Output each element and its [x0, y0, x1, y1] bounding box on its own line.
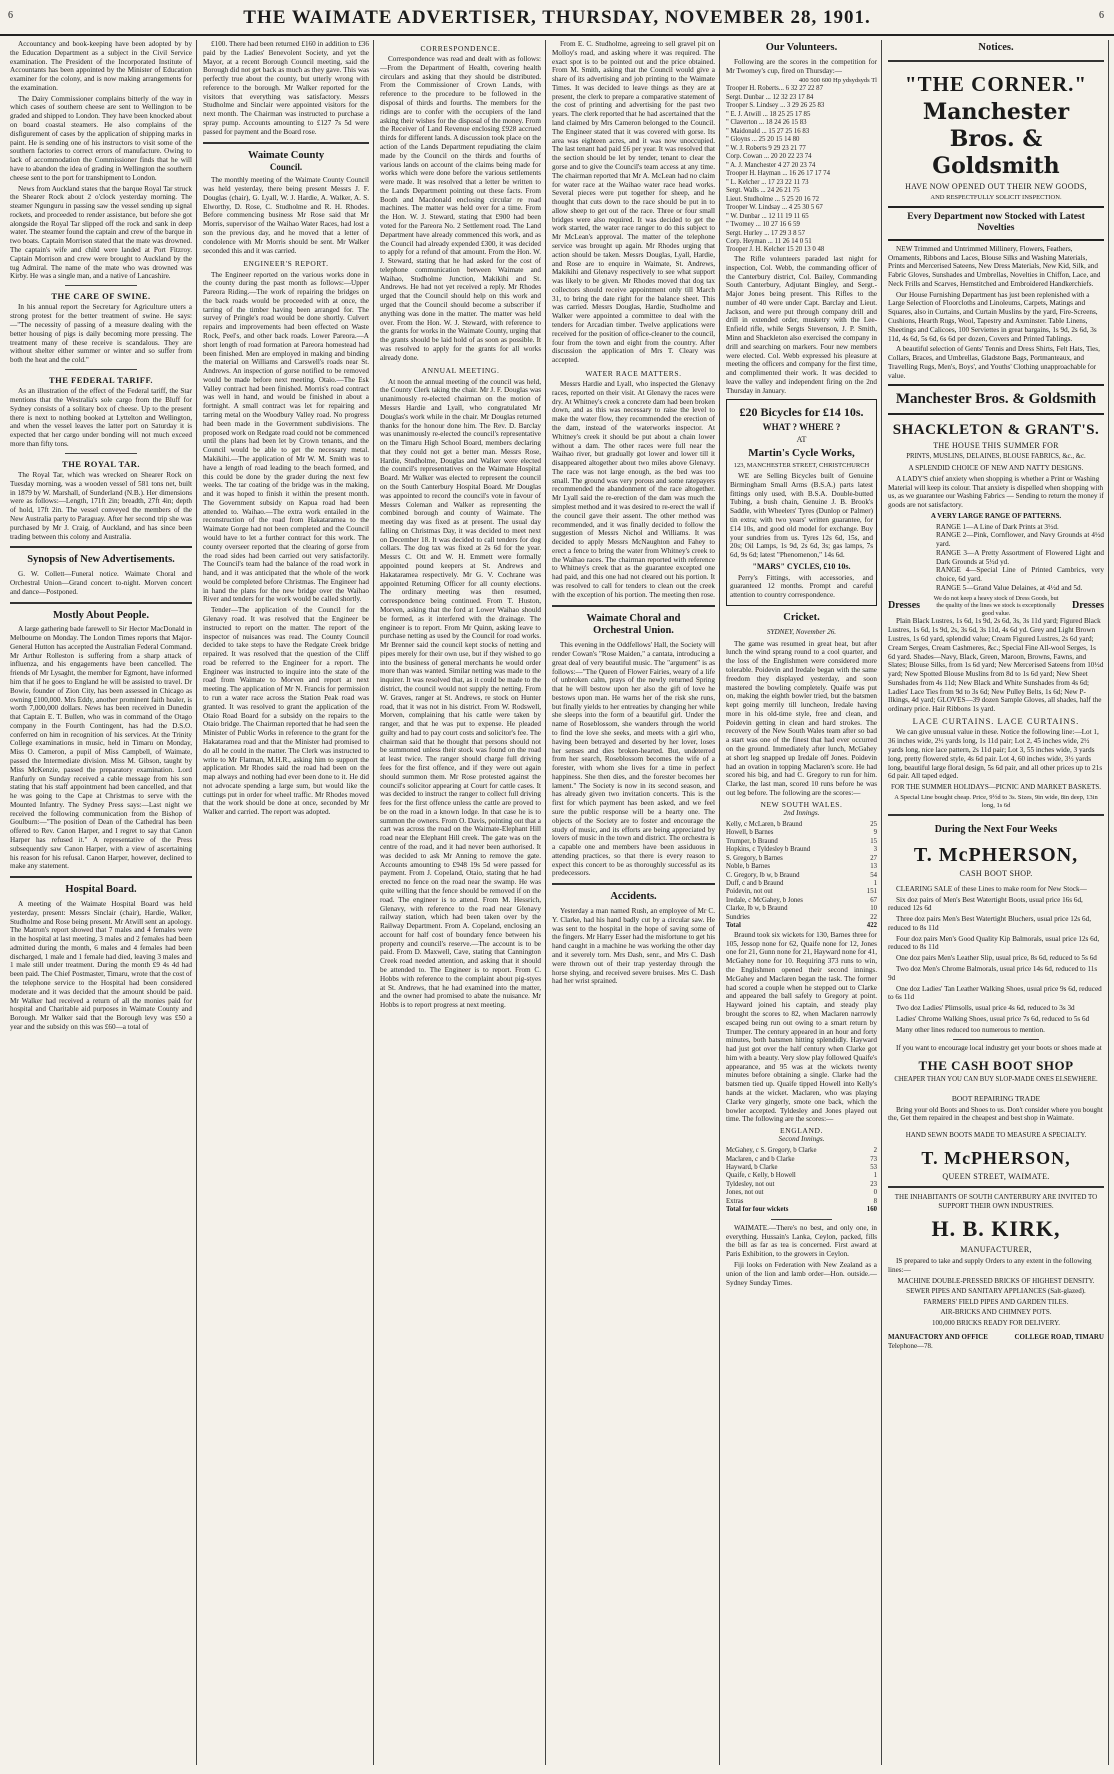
score-batsman: Howell, b Barnes: [726, 829, 774, 837]
ad-mb-text-3: A beautiful selection of Gents' Tennis and Dress Shirts, Felt Hats, Ties, Collars, Braces, and Umbrellas, Gladstone Bags, Portmanteaux, and Travelling Rugs, Men's, Boys', and Youths' Clothing unapproachable for value.: [888, 345, 1100, 380]
volunteer-score-row: " L. Kelcher ... 17 23 22 11 73: [726, 178, 809, 186]
ad-summer: FOR THE SUMMER HOLIDAYS—PICNIC AND MARKET BASKETS.: [890, 783, 1102, 792]
ad-kirk-invite: THE INHABITANTS OF SOUTH CANTERBURY ARE INVITED TO SUPPORT THEIR OWN INDUSTRIES.: [894, 1193, 1098, 1210]
score-batsman: Iredale, c McGahey, b Jones: [726, 896, 803, 904]
separator: [888, 60, 1104, 62]
england-score-row: [726, 1172, 877, 1180]
score-batsman: Clarke, lb w, b Braund: [726, 905, 788, 913]
dresses-right: Dresses: [1071, 600, 1104, 611]
separator: [552, 605, 715, 607]
score-runs: 160: [866, 1206, 877, 1214]
ad-cash-boot-shop: THE CASH BOOT SHOP: [918, 1058, 1074, 1074]
score-runs: 15: [870, 837, 877, 845]
heading-county-council: Waimate County: [247, 149, 325, 161]
score-runs: 27: [870, 854, 877, 862]
page-number-left: 6: [8, 10, 13, 21]
ad-sg-range-item: RANGE 1—A Line of Dark Prints at 3½d.: [936, 522, 1059, 531]
article-volunteers: The Rifle volunteers paraded last night for inspection, Col. Webb, the commanding officer of the Canterbury district, Col. Bailey, Commanding South Canterbury, Adjutant Bingley, and Sergt.-Major Jones being present. This Rifles to the number of 40 were under Capt. Barclay and Lieut. Jackson, and were put through company drill and drill in extended order, musketry with the Lee-Enfield rifle, while Sergts Stevenson, J. P. Smith, Minn and Shackleton also exercised the company in drill and searching on markers. Four new members were elected. Col. Webb expressed his pleasure at meeting the officers and company for the first time, and complimented their work. It was decided to leave the valley and independent firing on the 2nd Thursday in January.: [726, 254, 877, 395]
volunteer-score-row: Corp. Heyman ... 11 26 14 0 51: [726, 238, 812, 245]
score-runs: 1: [873, 880, 877, 887]
score-batsman: Hayward, b Clarke: [726, 1163, 778, 1171]
england-heading: ENGLAND.: [780, 1126, 823, 1136]
volunteer-score-row: Trooper H. Hayman ... 16 26 17 17 74: [726, 170, 830, 178]
column-6: [884, 40, 1108, 1765]
ad-mb-sub2: AND RESPECTFULLY SOLICIT INSPECTION.: [930, 193, 1062, 201]
ad-sg-ranges: [888, 523, 1104, 593]
dresses-middle: We do not keep a heavy stock of Dress Goods, but the quality of the lines we stock is exceptionally good value.: [933, 594, 1059, 617]
separator: [65, 285, 138, 286]
score-runs: 1: [873, 1172, 877, 1180]
article-accountancy: Accountancy and book-keeping have been adopted by by the Education Department as a subject in the Civil Service examination. The President of the Incorporated Institute of Accountants has been appointed by the Minister of Education examiner for the colony, and is now making arrangements for the examination.: [10, 40, 192, 92]
cricket-dateline: SYDNEY, November 26.: [766, 627, 837, 636]
volunteer-score-row: " A. J. Manchester 4 27 20 23 74: [726, 161, 816, 169]
volunteer-score-row: Sergt. Dunbar ... 12 32 23 17 84: [726, 93, 814, 101]
volunteer-score-row: Trooper S. Lindsey ... 3 29 26 25 83: [726, 102, 825, 110]
score-runs: 151: [866, 888, 877, 896]
synopsis-list: G. W. Collett—Funeral notice. Waimate Choral and Orchestral Union—Grand concert to-night. Morven concert and dance—Postponed.: [10, 570, 192, 596]
ad-mcpherson-item: Many other lines reduced too numerous to mention.: [896, 1025, 1045, 1034]
column-2: [199, 40, 373, 1765]
article-water: Messrs Hardie and Lyall, who inspected the Glenavy races, reported on their visit. At Glenavy the races were dry. At Whitney's creek a concrete dam had been broken down, and as this was necessary to raise the level to make the water flow, they recommended the erection of the dam, instead of the waterworks inspector. At Whitney's creek it should be put about a chain lower without a dam. The other races were full near the Waihao river, but gradually got lower and lower till it disappeared altogether about two miles above Glenavy. The race was not large enough, as the bed was too small. The ground was very porous and some ratepayers recommended the abandonment of the race altogether. Mr Lyall said the re-erection of the dam was much the simplest method and it was desired to re-erect the wall if the council gave their assent. The other method was recommended, and it was finally decided to follow the suggestion of Messrs Nichol and Williams. It was decided to apply Messrs McNaughton and Fahey to erect a fence to bring the water from Whitney's creek to the Waihao races. The chairman reported with reference to Whitney's creek that as the guarantee excepted one had paid, and this one had not cleared out his portion. It was resolved to call for tenders to clean out the creek with the exception of his portion. The meeting then rose.: [552, 380, 715, 599]
note-fiji: Fiji looks on Federation with New Zealand as a union of the lion and lamb order—Hon. outside.—Sydney Sunday Times.: [726, 1261, 877, 1287]
column-rule: [545, 40, 546, 1765]
nsw-score-row: [726, 872, 877, 880]
separator: [65, 453, 138, 454]
score-batsman: Poidevin, not out: [726, 888, 773, 896]
score-runs: 73: [870, 1155, 877, 1163]
ad-mcpherson-sub: CASH BOOT SHOP.: [959, 869, 1033, 879]
england-score-row: [726, 1189, 877, 1197]
score-batsman: C. Gregory, lb w, b Braund: [726, 871, 800, 879]
ad-mcpherson-item: Ladies' Chrome Walking Shoes, usual price 7s 6d, reduced to 5s 6d: [896, 1014, 1090, 1023]
heading-annual-meeting: ANNUAL MEETING.: [421, 366, 500, 376]
score-total: [726, 922, 877, 930]
column-rule: [719, 40, 720, 1765]
ad-lace-text: We can give unusual value in these. Notice the following line:—Lot 1, 36 inches wide, 2½ yards long, 1s 11d pair; Lot 2, 45 inches wide, 2½ yards long, nice lace pattern, 2s 11d pair; Lot 3, 55 inches wide, 3 yards long, pretty flowered style, 4s 6d pair. Lot 4, 60 inches wide, 3½ yards long, beautiful large floral design, 5s 6d pair, and all other prices up to 21s 6d pair. All taped edged.: [888, 728, 1103, 781]
volunteer-score-row: Sergt. Walls ... 24 26 21 75: [726, 187, 800, 195]
note-waimate-tea: WAIMATE.—There's no best, and only one, in everything. Hussain's Lanka, Ceylon, packed, fills the bill as far as tea is concerned. First award at Paris Exhibition, to the growers in Ceylon.: [726, 1223, 877, 1259]
ad-kirk-item: SEWER PIPES AND SANITARY APPLIANCES (Salt-glazed).: [906, 1287, 1086, 1296]
nsw-innings: 2nd Innings.: [783, 808, 820, 817]
ad-summer-2: A Special Line bought cheap. Price, 9½d to 3s. Sizes, 9in wide, 8in deep, 13in long, 1s 6d: [894, 793, 1098, 809]
ad-mcpherson-item: Two doz Ladies' Plimsolls, usual price 4s 6d, reduced to 3s 3d: [896, 1004, 1075, 1013]
score-runs: 2: [873, 1147, 877, 1155]
ad-mcpherson-item: Six doz pairs of Men's Best Watertight Boots, usual price 16s 6d, reduced 12s 6d: [888, 895, 1083, 913]
england-scorecard: [726, 1147, 877, 1215]
nsw-score-row: [726, 821, 877, 829]
ad-mcpherson-2: T. McPHERSON,: [921, 1147, 1071, 1168]
article-cricket-2: Braund took six wickets for 130, Barnes three for 105, Jessop none for 62, Quaife none for 12, Jones one for 21, Gunn none for 21, Hayward none for 41, McGahey none for 10. Requiring 373 runs to win, the Englishmen opened their second innings. McGahey and Maclaren began the task. The former had scored a couple when he stepped out to Clarke and appeared the ball safely to Gregory at point. Hayward joined his captain, and steady play brought the scores to 82, when Maclaren narrowly escaped being run out owing to a smart return by Trumper. The century appeared in an hour and forty minutes, both batsmen hitting splendidly. Hayward had just got over the half century when Clarke got him with a beauty. Very slow play followed Quaife's appearance, and 95 was at the wickets twenty minutes before obtaining a single. Clarke had the batsmen tied up. Quaife tipped Howell into Kelly's hands at the wicket. Maclaren, who was playing Clarke very gingerly, smote one back, which the bowler accepted. Tyldesley and Jones played out time. The following are the scores:—: [726, 930, 877, 1124]
column-rule: [196, 40, 197, 1765]
score-runs: 422: [866, 922, 877, 930]
article-hospital: A meeting of the Waimate Hospital Board was held yesterday, present: Messrs Sinclair (chair), Hardie, Walker, Studholme and Rose being present. Mr Atwill sent an apology. The Matron's report showed that 7 males and 4 females were in the hospital at last meeting, 3 males and 2 females had been admitted during the month, 6 males and 4 females had been discharged, 1 male and 1 female had died, leaving 3 males and 1 male still under treatment. During the month £9 4s 4d had been paid. The Chief Postmaster, Timaru, wrote that the cost of the telephone service to the Hospital had been considered moderate and it was decided that the amount should be paid. Mr Walker had received a return of all the monies paid for hospital and Charitable aid purposes in Waimate County and Borough. Mr Walker said that the Borough levy was £50 a year and the subsidy on this was £60—a total of: [10, 899, 192, 1031]
score-runs: 23: [870, 1180, 877, 1188]
nsw-score-row: [726, 846, 877, 854]
ad-mcpherson-item: Three doz pairs Men's Best Watertight Bluchers, usual price 12s 6d, reduced to 8s 11d: [888, 915, 1091, 932]
ad-every-dept: Every Department now Stocked with Latest Novelties: [888, 206, 1104, 241]
article-royal-tar-wreck: News from Auckland states that the barque Royal Tar struck the Shearer Rock about 2 o'clock yesterday morning. The steamer Ngunguru in passing saw the vessel sending up signal rockets, and proceeded to render assistance, but before she got alongside the Royal Tar slipped off the rock and sank in deep water. The steamer found the captain and crew of the barque in two boats. Captain Morrison stated that the mate was drowned. The captain's wife and child were landed at Port Fitzroy. Captain Morrison and crew were brought to Auckland by the tug Admiral. The name of the mate who was drowned was Kirby. He was a single man, and a native of Lancashire.: [10, 184, 192, 281]
england-score-row: [726, 1147, 877, 1155]
heading-care-of-swine: THE CARE OF SWINE.: [51, 291, 151, 302]
england-score-row: [726, 1156, 877, 1164]
nsw-score-row: [726, 863, 877, 871]
separator: [953, 1039, 1039, 1040]
article-annual: At noon the annual meeting of the council was held, the County Clerk taking the chair. Mr J. F. Douglas was unanimously re-elected chairman on the motion of Messrs Hardie and Lyall, who congratulated Mr Douglas's work while in the chair. Mr Douglas returned thanks for the honour done him. The Rev. D. Barclay was unanimously re-elected the council's representative on the Timaru High School Board, members declaring that they could not get a better man. Messrs Rose, Hardie, Studholme, Douglas and Walker were elected the council's representatives on the Waimate Hospital Board. Mr Walker was elected to represent the council on the South Canterbury Hospital Board. Mr Douglas was appointed to record the council's vote in favour of Messrs Coleman and Walker as representing the combined borough and county of Waimate. The meeting day was fixed as at present. The usual day falling on Christmas Day, it was decided to meet next on December 18. It was decided to call tenders for dog collars. The dog tax was fixed at 2s 6d for the year. Messrs C. Ott and W. H. Emmett were formally appointed pound keepers at St. Andrews and Hakataramea respectively. Mr G. V. Cochrane was appointed Returning Officer for all county elections. The ordinary meeting was then resumed, correspondence being continued. From T. Huston, Morven, asking that the ford at Lower Waihao should be formed, as it interfered with the drainage. The engineer is to report. From Mr Quinn, asking leave to purchase netting as used by the Council for road works. Mr Brenner said the council kept stocks of netting and pipes merely for their own use, but if they wished to go into the business of general merchants he would order more than was wanted. Similar netting was made to the inquirer. It was resolved that, as it could be made to the district, the council would not supply the netting. From W. Graves, ranger at St. Andrews, re stock on Hunter road, that it was not in his district. From W. Rodswell, Morven, complaining that his cattle were taken by ranger, and that he was put to expense. He pleaded guilty and had to pay court costs and solicitor's fee. The chairman said that he thought that persons should not be summoned unless their stock was found on the road at least twice. The ranger should charge full driving fees for the first offence, and if they were out again should summon them. Mr Rose protested against the council's solicitor appearing at Court for cattle cases. It was decided to instruct the ranger to collect full driving fees for the first offence unless the cattle are proved to be on the road in a known lodge. In that case he is to summon the owners. From O. Davis, pointing out that a cart was across the road on the Waimate-Elephant Hill road near the Elephant Hill creek. The gate was on the centre of the road, and it had never been authorised. It was decided to ask Mr Anning to remove the gate. Accounts amounting to £948 19s 5d were passed for payment. From J. Copeland, Otaio, stating that he had erected no fence on the road near the swamp. He was quite willing that the fence should be removed if on the road. The engineer is to attend. From M. Hessrich, Glenavy, with reference to the road near Glenavy railway station, which had been taken over by the Railway Department. From A. Copeland, enclosing an account for half cost of boundary fence between his property and council's reserve.—The account is to be paid. From D. Maxwell, Cave, stating that Cannington Creek road needed attention, and asking that it should be attended to. The Engineer is to report. From C. Hobbs with reference to the complaint about pig-styes at St. Andrews, that he had examined into the matter, and the owner had promised to abate the nuisance. Mr Hobbs is to report progress at next meeting.: [380, 377, 541, 1010]
volunteer-score-row: " W. J. Roberts 9 29 23 21 77: [726, 144, 806, 152]
score-runs: 9: [873, 829, 877, 837]
ad-mcpherson-2-sub: QUEEN STREET, WAIMATE.: [942, 1171, 1050, 1181]
ad-sg-patterns: A VERY LARGE RANGE OF PATTERNS.: [930, 511, 1062, 520]
separator: [771, 1219, 831, 1220]
score-batsman: Maclaren, c and b Clarke: [726, 1155, 795, 1163]
nsw-scorecard: [726, 821, 877, 931]
score-runs: 25: [870, 820, 877, 828]
nsw-score-row: [726, 880, 877, 888]
score-batsman: Sundries: [726, 913, 750, 921]
score-runs: 3: [873, 846, 877, 854]
ad-mcpherson-item: One doz pairs Men's Leather Slip, usual price, 8s 6d, reduced to 5s 6d: [896, 954, 1097, 963]
score-batsman: Hopkins, c Tyldesley b Braund: [726, 846, 811, 854]
heading-cricket: Cricket.: [783, 612, 820, 624]
column-rule: [1108, 40, 1109, 1765]
score-runs: 0: [873, 1189, 877, 1197]
heading-mostly-about-people: Mostly About People.: [53, 609, 149, 621]
article-engineer: The Engineer reported on the various works done in the county during the past month as follows:—Upper Pareora Riding.—The work of repairing the bridges on the back roads would be proceeded with at once, the tarring of the timber having been arranged for. The survey of Pringle's road would be done shortly. Culvert repairs and improvements had been effected on Waste Rock, Peel's, and other back roads. Lower Pareora.—A short length of road formation at Pareora homestead had been finished. Men are employed in making and binding the material on Williams and Carswell's roads near St. Andrews. An inspection of gorse notified to be removed would be made before next meeting. Otaio.—The Esk Valley contract had been finished. Morris's road contract was well in hand, and would be finished in about a fortnight. A small contract was let for repairing and tarring metal on the Woodbury Valley road. No progress had been made in the Government subdivisions. The proposed work on Redgate road could not be commenced until the plans had been let by Crown tenants, and the Council would be able to get the necessary metal. Makikihi.—The application of Mr W. M. Smith was to have a length of road leading to the beach formed, and this could be done by the grader during the next few weeks. The tar coating of the bridge was in the making, and it was hoped to finish it within the present month. The Government subsidy on Kapua road had been attended to. Waihao.—The extra work entailed in the reconstruction of the road from Hakataramea to the Waimate Gorge had not been completed and the Council would have to let a further contract for this work. The county overseer reported that the clearing of gorse from the road sides had been carried out very satisfactorily. The Council's team had the balance of the road work in hand, and it was anticipated that the whole of the work would be completed before Christmas. The Engineer had in hand the plans for the new bridge over the Waihao River and tenders for the work would be called shortly.: [203, 270, 369, 604]
score-batsman: Tyldesley, not out: [726, 1180, 775, 1188]
article-choral: This evening in the Oddfellows' Hall, the Society will render Cowan's "Rose Maiden," a cantata, introducing a great deal of very beautiful music. The "argument" is as follows:—"The Queen of Flower Fairies, weary of a life of unbroken calm, prays of the newly returned Spring that he will bestow upon her also the gift of love he bestows upon man. He warns her of the risk she runs, but finally yields to her entreaties by changing her while she sleeps into the form of a beautiful girl. Under the name of Roseblossom, she wanders through the world to find the love she seeks, and meets with a girl who, having been betrayed and deserted by her lover, loses her senses and dies broken-hearted. But, undeterred from her search, Roseblossom becomes the wife of a forester, with whom she lives for a time in perfect happiness. She then dies, and the forester becomes her lament." The Society is now in its second season, and has already given two invitation concerts. This is the first for which payment has been asked, and we feel sure the public response will be a hearty one. The objects of the Society are to foster and encourage the study of music, and its efforts are being appreciated by lovers of music in the town and district. The orchestra is a capable one and members have been assiduous in attending practices, so that there is every reason to expect this concert to be as thoroughly successful as its predecessors.: [552, 641, 715, 878]
separator: [10, 602, 192, 604]
score-batsman: Noble, b Barnes: [726, 863, 770, 871]
ad-kirk-item: AIR-BRICKS AND CHIMNEY POTS.: [940, 1308, 1052, 1317]
ad-kirk: H. B. KIRK,: [931, 1216, 1061, 1242]
article-hospital-cont: £100. There had been returned £160 in addition to £36 paid by the Ladies' Benevolent Society, and yet the Mayor, at a recent Borough Council meeting, said the Borough did not get back as much as they gave. This was perfectly true about the county, but utterly wrong with reference to the borough. Mr Walker reported for the visitors that everything was satisfactory. Messrs Studholme and Sinclair were appointed visitors for the next month. The Chairman was instructed to purchase a spray pump. Accounts amounting to £127 7s 5d were passed for payment and the Board rose.: [203, 40, 369, 136]
ad-lace-curtains: LACE CURTAINS. LACE CURTAINS.: [912, 716, 1080, 727]
volunteers-table-header: 400 500 600 Hp ydsydsyds Tl: [798, 77, 877, 85]
ad-kirk-item: MACHINE DOUBLE-PRESSED BRICKS OF HIGHEST DENSITY.: [897, 1276, 1095, 1285]
heading-choral: Waimate Choral and: [586, 612, 681, 624]
ad-sg-sub3: A SPLENDID CHOICE OF NEW AND NATTY DESIGNS.: [908, 464, 1084, 473]
volunteer-score-row: " W. Dunbar ... 12 11 19 11 65: [726, 212, 809, 220]
nsw-score-row: [726, 855, 877, 863]
bicycle-title: £20 Bicycles for £14 10s.: [739, 405, 864, 420]
score-batsman: Total: [726, 922, 741, 930]
ad-sg-text: A LADY'S chief anxiety when shopping is whether a Print or Washing Material will keep its colour. That anxiety is dispelled when shopping with us, as we guarantee our Washing Fabrics — Sending to return the money if goods are not satisfactory.: [888, 474, 1104, 510]
score-runs: 13: [870, 863, 877, 871]
volunteers-table: [726, 85, 877, 255]
ad-mcpherson-clear: CLEARING SALE of these Lines to make room for New Stock—: [896, 884, 1087, 893]
heading-synopsis: Synopsis of New Advertisements.: [27, 554, 175, 566]
ad-mcpherson-encourage: If you want to encourage local industry get your boots or shoes made at: [896, 1043, 1102, 1052]
article-correspondence: Correspondence was read and dealt with as follows:—From the Department of Health, covering health circulars and asking that they should be distributed. From the Commissioner of Crown Lands, with reference to the procedure to be followed in the disposal of thirds and fourths. The members for the ridings are to confer with the occupiers of the land asking their wishes for the disposal of the money. From the Receiver of Land Revenue enclosing £928 accrued thirds for different lands. A discussion took place on the action of the Lands Department repudiating the claim made by the Council on the thirds and fourths of various lands on account of the claims being made for works which were done before the various settlements were made. It was resolved that a letter be written to the Lands Department pointing out these facts. From Booth and Macdonald enclosing circular re road machines. The matter was held over for a time. From the Hon. W. J. Steward, stating that £900 had been voted for the Pareora No. 2 Settlement road. The Land Department have already commenced this work, and as the Council had already expended £300, it was decided to apply for a refund of that amount. From the Hon. W. J. Steward, stating that he had asked for the cost of telephone communication between Waimate and Waihao, Studholme Junction, Makikihi and St. Andrews. He had not yet received a reply. Mr Rhodes urged that the Council should help on this work and urged that the Council should become a subscriber if anything was done in the matter. The matter was held over. From the Hon. W. J. Steward, with reference to the grants for works in the Waimate County, urging that the grants should be laid hold of as soon as possible. It was resolved to apply for the grants for all works already done.: [380, 55, 541, 362]
column-rule: [881, 40, 882, 1765]
score-batsman: S. Gregory, b Barnes: [726, 854, 783, 862]
score-batsman: Jones, not out: [726, 1189, 764, 1197]
page-number-right: 6: [1099, 10, 1104, 21]
article-royal-tar: The Royal Tar, which was wrecked on Shearer Rock on Tuesday morning, was a wooden vessel of 581 tons net, built in 1879 by W. Marshall, of Sunderland (N.B.). Her dimensions were as follows:—Length, 171ft 2in; breadth, 27ft 4in; depth of hold, 17ft 2in. The vessel conveyed the members of the New Australia party to Paraguay. After her second trip she was purchased by Mr J. Craig, of Auckland, and has since been trading between this colony and Australia.: [10, 471, 192, 541]
england-score-row: [726, 1164, 877, 1172]
volunteer-score-row: Corp. Cowan ... 20 20 22 23 74: [726, 153, 812, 161]
ad-manchester-bros: Manchester Bros. & Goldsmith: [922, 99, 1070, 180]
nsw-score-row: [726, 838, 877, 846]
heading-federal-tariff: THE FEDERAL TARIFF.: [48, 374, 154, 385]
ad-mcpherson-item: One doz Ladies' Tan Leather Walking Shoes, usual price 9s 6d, reduced to 6s 11d: [888, 984, 1102, 1002]
article-cricket: The game was resumed in great heat, but after lunch the wind sprang round to a cool quarter, and the loss of the Englishmen were considered more tolerable. Poidevin and Iredale began with the same freedom they displayed yesterday, and soon mastered the bowling completely. Quaife was put on, making the eighth bowler tried, but the batsmen kept going merrily till luncheon, Iredale having more in his old-time style, free and clean, and Poidevin getting in clean and hard strokes. The recovery of the New South Wales team after so bad a start was one of the finest that had ever occurred on the ground. Immediately after lunch, McGahey at short leg snapped up Iredale off Jones. Poidevin had an ovation in topping Maclaren's score. He had scored his big, and had C. Gregory to run for him. Clarke, the last man, scored 10 runs before he was out leg before. The following are the scores:—: [726, 639, 877, 797]
ad-dresses-row: [888, 595, 1104, 618]
volunteer-score-row: " E. J. Atwill ... 18 25 25 17 85: [726, 110, 811, 118]
nsw-score-row: [726, 905, 877, 913]
ad-mcpherson-item: Four doz pairs Men's Good Quality Kip Balmorals, usual price 12s 6d, reduced to 8s 11d: [888, 934, 1100, 952]
ad-mb-sub1: HAVE NOW OPENED OUT THEIR NEW GOODS,: [905, 181, 1087, 191]
volunteer-score-row: Trooper W. Lindsay ... 4 25 30 5 67: [726, 204, 823, 212]
ad-dresses-text: Plain Black Lustres, 1s 6d, 1s 9d, 2s 6d, 3s, 3s 11d yard; Figured Black Lustres, 1s 6d, 1s 9d, 2s, 3s 6d, 3s 11d, 4s 6d yd. Grey and Light Brown Lustres, 1s 6d yard, splendid value; Cream Figured Lustres, 2s 6d yard; Cream Serges, Cream Cashmeres, &c.; Special Fine All-wool Serges, 1s 6d yard. Shades—Navy, Black, Green, Maroon, Browns, Fawns, and Slates; Blouse Silks, from 1s 6d yard; New Mercerised Sateens from 10½d yard; New Spotted Blouse Muslins from 8d to 1s 6d yard; New Sheet Sunshades from 4s 11d; New Black and White Sunshades from 4s 6d; Ladies' Lace Ties from 9d to 3s 6d; New Pulley Belts, 1s 6d; New P-Ilkings, 4d yard; GLOVES—39 dozen Sample Gloves, all shades, half the ordinary price. Hair Ribbons 1s yard.: [888, 617, 1104, 714]
ad-mcpherson: T. McPHERSON,: [913, 843, 1079, 866]
heading-choral-2: Orchestral Union.: [593, 625, 674, 637]
separator: [888, 1186, 1104, 1188]
ad-repairing: BOOT REPAIRING TRADE: [951, 1094, 1041, 1104]
article-county: The monthly meeting of the Waimate County Council was held yesterday, there being present Messrs J. F. Douglas (chair), G. Lyall, W. J. Hardie, A. Walker, A. S. Elworthy, D. Rose, C. Studholme and R. H. Rhodes. Before commencing business Mr Rose said that Mr Morris, supervisor of the Waihao Water Races, had lost a son the previous day, and he moved that a letter of condolence with Mr Morris should be sent. Mr Walker seconded this and it was carried.: [203, 176, 369, 255]
nsw-score-row: [726, 914, 877, 922]
ad-kirk-item: 100,000 BRICKS READY FOR DELIVERY.: [932, 1318, 1060, 1327]
separator: [888, 814, 1104, 816]
ad-kirk-footer: [888, 1333, 1104, 1342]
nsw-score-row: [726, 888, 877, 896]
ad-kirk-items: [888, 1277, 1104, 1328]
score-batsman: Extras: [726, 1197, 744, 1205]
ad-sg-range-item: RANGE 5—Grand Value Delaines, at 4½d and 5d.: [936, 583, 1083, 592]
ad-manchester-bros-2: Manchester Bros. & Goldsmith: [888, 384, 1104, 414]
volunteer-score-row: " Maidonald ... 15 27 25 16 83: [726, 127, 810, 135]
bicycle-question: WHAT ? WHERE ?: [762, 422, 841, 433]
ad-kirk-item: FARMERS' FIELD PIPES AND GARDEN TILES.: [923, 1297, 1069, 1306]
column-1: [6, 40, 196, 1765]
ad-kirk-text: IS prepared to take and supply Orders to any extent in the following lines:—: [888, 1257, 1092, 1274]
ad-shackleton-grant: SHACKLETON & GRANT'S.: [892, 421, 1100, 438]
article-people: A large gathering bade farewell to Sir Hector MacDonald in Melbourne on Monday. The London Times reports that Major-General Hutton has accepted the Australian Federal Command. Mr Arthur Rolleston is suffering from a sharp attack of influenza, and his engagements have been cancelled. The friends of Mr Lysaght, the member for Egmont, have informed him that if he goes to England he will be assisted to travel. Dr Bowie, founder of Zion City, has been assessed in Chicago as owning £100,000. Mrs Eddy, another prominent faith healer, is worth 7,000,000 dollars. News has been received in Dunedin that Captain E. T. Bullen, who was in command of the Otago company in the Fourth Contingent, has had the D.S.O. conferred on him in recognition of his services. At the Trinity College examinations in music, held in Timaru on Monday, Miss O. Cameron, a pupil of Miss Campbell, of Waimate, passed the Intermediate division. Miss M. Gibson, taught by Miss McKenzie, passed the preparatory examination. Lord Ranfurly on Sunday received a cable message from his son stating that his staff appointment had been cancelled, and that he was going to the Cape at Christmas to serve with the Mounted Infantry. The Sydney Press says:—Last night we received the following communication from the Bishop of Goulburn:—"The position of Dean of the Cathedral has been offered to Rev. Canon Harper, and I regret to say that Canon Harper has refused it." A representative of the Press subsequently saw Canon Harper, with a view of ascertaining his reason for his refusal. Canon Harper, however, declined to make any statement.: [10, 625, 192, 871]
bicycle-shop-name: Martin's Cycle Works,: [748, 446, 855, 459]
article-accidents: Yesterday a man named Rush, an employee of Mr C. Y. Clarke, had his hand badly cut by a circular saw. He was sent to the hospital in the hope of saving some of the fingers. Mr Harry Esser had the misfortune to get his hand caught in a machine he was working the other day and it severely torn. Mrs Dash, senr., and Mrs C. Dash were thrown out of their trap yesterday through the horse shying, and received severe bruises. Mrs C. Dash had her wrist sprained.: [552, 907, 715, 986]
score-total: [726, 1206, 877, 1214]
article-county-rest: Tender—The application of the Council for the Glenavy road. It was resolved that the Engineer be instructed to report on the matter. The report of the inspector of nuisances was read. The County Council decided to take steps to have the Redgate Creek bridge repaired. It was resolved that the question of the Cliff road be referred to the Engineer for a report. The Engineer was instructed to inquire into the state of the road from Waimate to Morven and report at next meeting. The application of Mr N. Francis for permission to run a water race across the Station Peak road was granted. It was resolved to grant the application of the Otaio Road Board for a subsidy on the repairs to the Otaio bridge. The Chairman reported that he had seen the Minister of Public Works in reference to the grant for the Hakataramea road and that the Minister had promised to do all he could in the matter. The Clerk was instructed to write to Mr Flatman, M.H.R., asking him to support the application. Mr Rhodes said the road had been on the map always and nothing had ever been done to it. He did not advocate spending a large sum, but would like the cuttings put in order for wheel traffic. Mr Rhodes moved that the work should be done at once, seconded by Mr Walker and carried. The report was adopted.: [203, 606, 369, 817]
bicycle-advert: [726, 399, 877, 606]
nsw-score-row: [726, 829, 877, 837]
score-runs: 8: [873, 1197, 877, 1205]
separator: [552, 883, 715, 885]
separator: [10, 876, 192, 878]
separator: [65, 369, 138, 370]
column-rule: [373, 40, 374, 1765]
article-swine: In his annual report the Secretary for Agriculture utters a strong protest for the better treatment of swine. He says:—"The necessity of passing of a measure dealing with the better housing of pigs is daily becoming more pressing. The treatment many of these receive is scandalous. They are without shelter either summer or winter and so suffer from both the heat and the cold.": [10, 303, 192, 365]
nsw-score-row: [726, 897, 877, 905]
volunteer-score-row: Sergt. Hurley ... 17 29 3 8 57: [726, 229, 805, 237]
newspaper-title: THE WAIMATE ADVERTISER, THURSDAY, NOVEMBER 28, 1901.: [243, 7, 871, 28]
ad-four-weeks: During the Next Four Weeks: [934, 824, 1058, 836]
volunteer-score-row: Trooper H. Roberts... 6 32 27 22 87: [726, 85, 823, 93]
heading-water-race: WATER RACE MATTERS.: [585, 368, 682, 378]
kirk-footer-right: COLLEGE ROAD, TIMARU: [1014, 1333, 1104, 1342]
ad-sg-range-item: RANGE 3—A Pretty Assortment of Flowered Light and Dark Grounds at 5½d yd.: [936, 548, 1104, 566]
masthead: [0, 0, 1114, 36]
bicycle-at: AT: [796, 435, 807, 445]
column-3: [376, 40, 545, 1765]
column-5: [722, 40, 881, 1765]
heading-notices: Notices.: [978, 42, 1014, 53]
ad-mb-text-2: Our House Furnishing Department has just been replenished with a Large Selection of Floorcloths and Linoleums, Carpets, Matings and Squares, also in Curtains, and Curtain Muslins by the yard, Fire-Screens, Cushions, Hearth Rugs, Wool, Tapestry and Axminster. Table Linens, Sheetings and Calicoes, 100 Serviettes in great bargains, 1s 9d, 2s 6d, 3s 11d, 4s 6d, 5s 6d, 6s 6d per dozen, Covers and Printed Tablings.: [888, 290, 1098, 343]
ad-mcpherson-item: Two doz Men's Chrome Balmorals, usual price 14s 6d, reduced to 11s 9d: [888, 965, 1098, 982]
score-runs: 22: [870, 913, 877, 921]
volunteer-score-row: Trooper J. H. Kelcher 15 20 13 0 48: [726, 246, 825, 254]
score-batsman: Quaife, c Kelly, b Howell: [726, 1172, 796, 1180]
mars-text: Perry's Fittings, with accessories, and guaranteed 12 months. Prompt and careful attention to country correspondence.: [730, 573, 873, 600]
bicycle-address: 123, MANCHESTER STREET, CHRISTCHURCH: [733, 462, 870, 470]
ad-mcpherson-items: [888, 896, 1104, 1035]
heading-accidents: Accidents.: [610, 891, 657, 903]
score-runs: 53: [870, 1163, 877, 1171]
ad-sg-sub1: THE HOUSE THIS SUMMER FOR: [933, 441, 1059, 451]
score-runs: 67: [870, 896, 877, 904]
ad-bring-boots: Bring your old Boots and Shoes to us. Don't consider where you bought the, Get them repaired in the cheapest and best shop in Waimate.: [888, 1105, 1103, 1123]
volunteer-score-row: Lieut. Studholme ... 5 25 20 16 72: [726, 195, 820, 203]
volunteer-score-row: " Claverton ... 18 24 26 15 83: [726, 119, 807, 127]
heading-county-council-2: Council.: [269, 162, 303, 173]
score-batsman: Total for four wickets: [726, 1206, 789, 1214]
ad-sg-sub2: PRINTS, MUSLINS, DELAINES, BLOUSE FABRICS, &c., &c.: [906, 452, 1086, 460]
bicycle-text: WE are Selling Bicycles built of Genuine Birmingham Small Arms (B.S.A.) parts latest fittings only used, with B.S.A. Double-butted Tubing, a bush chain, Genuine J. B. Brook's Saddle, with Wheelers' Tyres (Dunlop or Palmer) tin extra; with two years' written guarantee, for £14 10s, and good old model for exchange. Buy your sundries from us. Tyres 12s 6d, 15s, and 20s; Oil Lamps, 1s 9d, 2s 6d, 3s; gas lamps, 7s 6d, 9s 6d; latest "Phenomenon," 14s 6d.: [730, 472, 873, 560]
separator: [10, 546, 192, 548]
article-council-cont: From E. C. Studholme, agreeing to sell gravel pit on Molloy's road, and asking where it was required. The exact spot is to be pointed out and the price obtained. From M. Smith, asking that the Council would give a share of its advertising and job printing to the Waimate Times. It was decided to leave things as they are at present, the clerk to prepare a comparative statement of the cost of printing and advertising for the past two years. The clerk reported that he had ascertained that the land claimed by Mrs Cameron belonged to the Council. The Engineer stated that it was covered with gorse. Its area was eighteen acres, and it was now unoccupied. The last tenant had paid £6 per year. It was resolved that the section should be let by tender, tenant to clear the gorse and to give the Council's team access at any time. The chairman reported that Mr A. McLean had no claim for water race at the Waihao water race head works. Several pieces were put together for sheep, and he thought that cuts down to the race should be put in to allow sheep to get out of the race. Three or four small bridges were also required. It was decided to get the work started, the water race ranger to do this subject to Mr McLean's approval. The matter of the telephone service was brought up again. Mr Rhodes urging that action should be taken. Messrs Douglas, Lyall, Hardie, and Rose are to enquire in Waimate, St. Andrews, Makikihi and Glenavy respectively to see what support was likely to be given. Mr Rhodes moved that dog tax collectors should receive appointment only till March 31, to bring the date right for the balance sheet. This was carried. Messrs Douglas, Hardie, Studholme and Walker were appointed a committee to deal with the tenders for Arcadian timber. Twelve applications were received for the position of office-cleaner to the council, four from the town and eight from the country. After discussion the application of Mrs T. Cleary was accepted.: [552, 40, 715, 365]
heading-volunteers: Our Volunteers.: [765, 42, 838, 53]
score-runs: 10: [870, 905, 877, 913]
ad-sg-range-item: RANGE 2—Pink, Cornflower, and Navy Grounds at 4½d yard.: [936, 531, 1104, 549]
ad-the-corner: "THE CORNER.": [904, 71, 1088, 96]
ad-kirk-sub: MANUFACTURER,: [960, 1245, 1032, 1255]
ad-sg-range-item: RANGE 4—Special Line of Printed Cambrics, very choice, 6d yard.: [936, 566, 1104, 584]
ad-cheaper: CHEAPER THAN YOU CAN BUY SLOP-MADE ONES ELSEWHERE.: [894, 1076, 1098, 1084]
nsw-heading: NEW SOUTH WALES.: [760, 799, 843, 809]
ad-hand-sewn: HAND SEWN BOOTS MADE TO MEASURE A SPECIALTY.: [905, 1131, 1087, 1140]
kirk-footer-left: MANUFACTORY AND OFFICE: [888, 1333, 988, 1342]
heading-correspondence: CORRESPONDENCE.: [420, 44, 501, 53]
england-innings: Second Innings.: [778, 1135, 825, 1144]
score-batsman: Duff, c and b Braund: [726, 880, 784, 887]
dresses-left: Dresses: [888, 600, 921, 611]
kirk-telephone: Telephone—78.: [888, 1341, 933, 1350]
column-4: [548, 40, 719, 1765]
volunteer-score-row: " Twomey ... 10 27 16 6 59: [726, 221, 800, 229]
volunteer-score-row: " Gloyns ... 25 20 15 14 80: [726, 136, 800, 144]
england-score-row: [726, 1198, 877, 1206]
score-runs: 54: [870, 871, 877, 879]
score-batsman: Trumper, b Braund: [726, 837, 778, 845]
article-tariff: As an illustration of the effect of the Federal tariff, the Star mentions that the Westralia's sole cargo from the Bluff for Sydney consists of a solitary box of cheese. Up to the present there is next to nothing booked at Lyttelton and Wellington, and when the vessel leaves the latter port on Saturday it is expected that her cargo under bonding will not much exceed more than fifty tons.: [10, 387, 192, 448]
england-score-row: [726, 1181, 877, 1189]
ad-mb-text-1: NEW Trimmed and Untrimmed Millinery, Flowers, Feathers, Ornaments, Ribbons and Laces, Blouse Silks and Washing Materials, Prints and Mercerised Sateens, New Dress Materials, New Kid, Silk, and Fabric Gloves, Sunshades and Umbrellas, Novelties in Chiffon, Lace, and Neck Frills and Scarves, Hemstitched and Embroidered Handkerchiefs.: [888, 244, 1101, 288]
separator: [203, 142, 369, 144]
volunteers-intro: Following are the scores in the competition for Mr Twomey's cup, fired on Thursday:—: [726, 57, 877, 75]
heading-engineer-report: ENGINEER'S REPORT.: [243, 259, 329, 269]
heading-royal-tar: THE ROYAL TAR.: [62, 458, 140, 469]
score-batsman: Kelly, c McLaren, b Braund: [726, 820, 803, 828]
score-batsman: McGahey, c S. Gregory, b Clarke: [726, 1147, 817, 1155]
mars-cycles: "MARS" CYCLES, £10 10s.: [752, 561, 851, 571]
article-dairy: The Dairy Commissioner complains bitterly of the way in which cases of southern cheese are sent to Wellington to be graded and shipped to London. They have been knocked about on board coastal steamers. He also complains of the disfigurement of cases by the application of shipping marks in paint. He is sending one of his instructors to visit some of the southern factories to correct errors of manufacture. Owing to lack of accommodation the Commissioner finds that he will have to abandon the idea of grading in Wellington the southern cheese sent to the port for transhipment to London.: [10, 94, 192, 182]
heading-hospital-board: Hospital Board.: [65, 884, 137, 896]
